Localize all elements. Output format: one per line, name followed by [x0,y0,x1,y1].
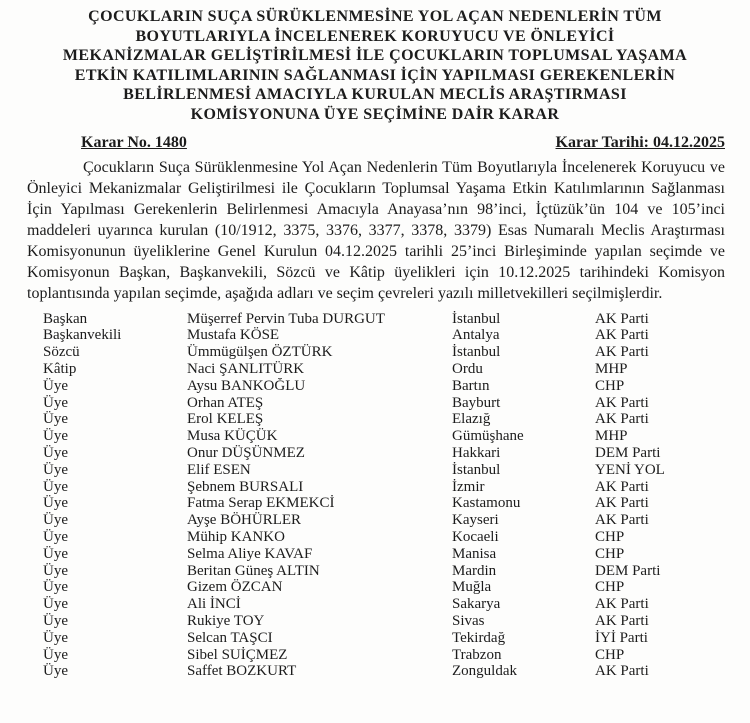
member-role: Kâtip [43,360,77,377]
member-name: Musa KÜÇÜK [187,428,278,445]
member-role: Üye [43,512,68,529]
member-party: CHP [595,377,625,394]
member-party: İYİ Parti [595,629,648,646]
member-party: AK Parti [595,394,649,411]
member-district: Hakkari [452,444,501,461]
member-name: Selma Aliye KAVAF [187,545,313,562]
member-row [43,327,750,344]
member-party: AK Parti [595,411,649,428]
title-line: ETKİN KATILIMLARININ SAĞLANMASI İÇİN YAPILMASI GEREKENLERİN [74,66,676,84]
member-role: Başkanvekili [43,327,122,344]
member-name: Saffet BOZKURT [187,663,297,680]
member-district: Mardin [452,562,497,579]
member-party: CHP [595,545,625,562]
member-party: DEM Parti [595,562,661,579]
title-line: BELİRLENMESİ AMACIYLA KURULAN MECLİS ARAŞTIRMASI [123,86,627,104]
member-row [43,663,750,680]
member-party: AK Parti [595,596,649,613]
title-line: ÇOCUKLARIN SUÇA SÜRÜKLENMESİNE YOL AÇAN NEDENLERİN TÜM [88,8,662,25]
member-district: Bayburt [452,394,501,411]
member-party: AK Parti [595,495,649,512]
member-role: Üye [43,629,68,646]
decision-paragraph: Çocukların Suça Sürüklenmesine Yol Açan Nedenlerin Tüm Boyutlarıyla İncelenerek Koruyucu ve Önleyici Mekanizmalar Geliştirilmesi ile Çocukların Toplumsal Yaşama Etkin Katılımlarının Sağlanması İçin Yapılması Gerekenlerin Belirlenmesi Amacıyla Anayasa’nın 98’inci, İçtüzük’ün 104 ve 105’inci maddeleri uyarınca kurulan (10/1912, 3375, 3376, 3377, 3378, 3379) Esas Numaralı Meclis Araştırması Komisyonunun üyeliklerine Genel Kurulun 04.12.2025 tarihli 25’inci Birleşiminde yapılan seçimde ve Komisyonun Başkan, Başkanvekili, Sözcü ve Kâtip üyelikleri için 10.12.2025 tarihindeki Komisyon toplantısında yapılan seçimde, aşağıda adları ve seçim çevreleri yazılı milletvekilleri seçilmişlerdir. [27,158,725,302]
member-row [43,445,750,462]
member-name: Aysu BANKOĞLU [187,377,306,394]
member-name: Ali İNCİ [187,596,241,613]
member-row [43,462,750,479]
member-row [43,495,750,512]
member-party: YENİ YOL [595,461,665,478]
member-role: Başkan [43,310,88,327]
member-district: Elazığ [452,411,491,428]
member-district: Bartın [452,377,490,394]
member-name: Mustafa KÖSE [187,327,280,344]
member-party: AK Parti [595,478,649,495]
member-party: AK Parti [595,512,649,529]
member-district: Tekirdağ [452,629,506,646]
member-name: Onur DÜŞÜNMEZ [187,444,305,461]
member-party: CHP [595,528,625,545]
member-name: Naci ŞANLITÜRK [187,360,305,377]
member-name: Beritan Güneş ALTIN [187,562,320,579]
member-role: Sözcü [43,344,80,361]
member-row [43,479,750,496]
member-district: İstanbul [452,461,501,478]
title-line: KOMİSYONUNA ÜYE SEÇİMİNE DAİR KARAR [190,105,560,123]
member-row [43,378,750,395]
member-role: Üye [43,461,68,478]
member-row [43,563,750,580]
member-row [43,546,750,563]
member-role: Üye [43,411,68,428]
member-row [43,529,750,546]
member-row [43,596,750,613]
member-party: AK Parti [595,310,649,327]
member-district: İzmir [452,478,485,495]
member-role: Üye [43,545,68,562]
members-table [43,311,750,681]
member-party: AK Parti [595,663,649,680]
member-district: Manisa [452,545,497,562]
member-row [43,613,750,630]
member-role: Üye [43,663,68,680]
member-name: Ümmügülşen ÖZTÜRK [187,344,333,361]
member-party: CHP [595,579,625,596]
member-role: Üye [43,646,68,663]
member-district: Sivas [452,612,485,629]
member-name: Gizem ÖZCAN [187,579,283,596]
member-district: Sakarya [452,596,501,613]
member-name: Erol KELEŞ [187,411,264,428]
member-row [43,395,750,412]
member-name: Elif ESEN [187,461,251,478]
member-role: Üye [43,612,68,629]
member-name: Selcan TAŞCI [187,629,273,646]
member-district: Zonguldak [452,663,517,680]
member-district: İstanbul [452,310,501,327]
member-name: Şebnem BURSALI [187,478,304,495]
member-party: MHP [595,428,628,445]
member-name: Rukiye TOY [187,612,265,629]
member-party: MHP [595,360,628,377]
member-district: Muğla [452,579,492,596]
title-line: BOYUTLARIYLA İNCELENEREK KORUYUCU VE ÖNLEYİCİ [135,27,615,45]
member-row [43,344,750,361]
member-row [43,361,750,378]
member-row [43,411,750,428]
member-district: Kocaeli [452,528,499,545]
member-district: Ordu [452,360,483,377]
member-name: Orhan ATEŞ [187,394,264,411]
member-role: Üye [43,377,68,394]
member-name: Ayşe BÖHÜRLER [187,512,302,529]
member-name: Müşerref Pervin Tuba DURGUT [187,310,385,327]
member-role: Üye [43,394,68,411]
document-title [0,0,750,125]
member-role: Üye [43,495,68,512]
member-role: Üye [43,428,68,445]
member-name: Fatma Serap EKMEKCİ [187,495,335,512]
member-name: Mühip KANKO [187,528,285,545]
member-role: Üye [43,478,68,495]
member-row [43,512,750,529]
member-party: AK Parti [595,612,649,629]
title-line: MEKANİZMALAR GELİŞTİRİLMESİ İLE ÇOCUKLARIN TOPLUMSAL YAŞAMA [62,47,688,65]
member-district: İstanbul [452,344,501,361]
member-party: DEM Parti [595,444,661,461]
member-row [43,311,750,328]
member-row [43,647,750,664]
member-role: Üye [43,528,68,545]
member-role: Üye [43,562,68,579]
member-party: AK Parti [595,344,649,361]
member-district: Antalya [452,327,500,344]
decision-number: Karar No. 1480 [81,133,187,151]
member-party: AK Parti [595,327,649,344]
decision-meta-row [81,134,725,152]
member-district: Kastamonu [452,495,521,512]
member-role: Üye [43,596,68,613]
member-district: Kayseri [452,512,499,529]
decision-date: Karar Tarihi: 04.12.2025 [555,133,725,151]
member-role: Üye [43,579,68,596]
member-name: Sibel SUİÇMEZ [187,646,288,663]
member-row [43,428,750,445]
member-row [43,579,750,596]
member-district: Trabzon [452,646,502,663]
member-row [43,630,750,647]
member-district: Gümüşhane [452,428,524,445]
member-party: CHP [595,646,625,663]
member-role: Üye [43,444,68,461]
